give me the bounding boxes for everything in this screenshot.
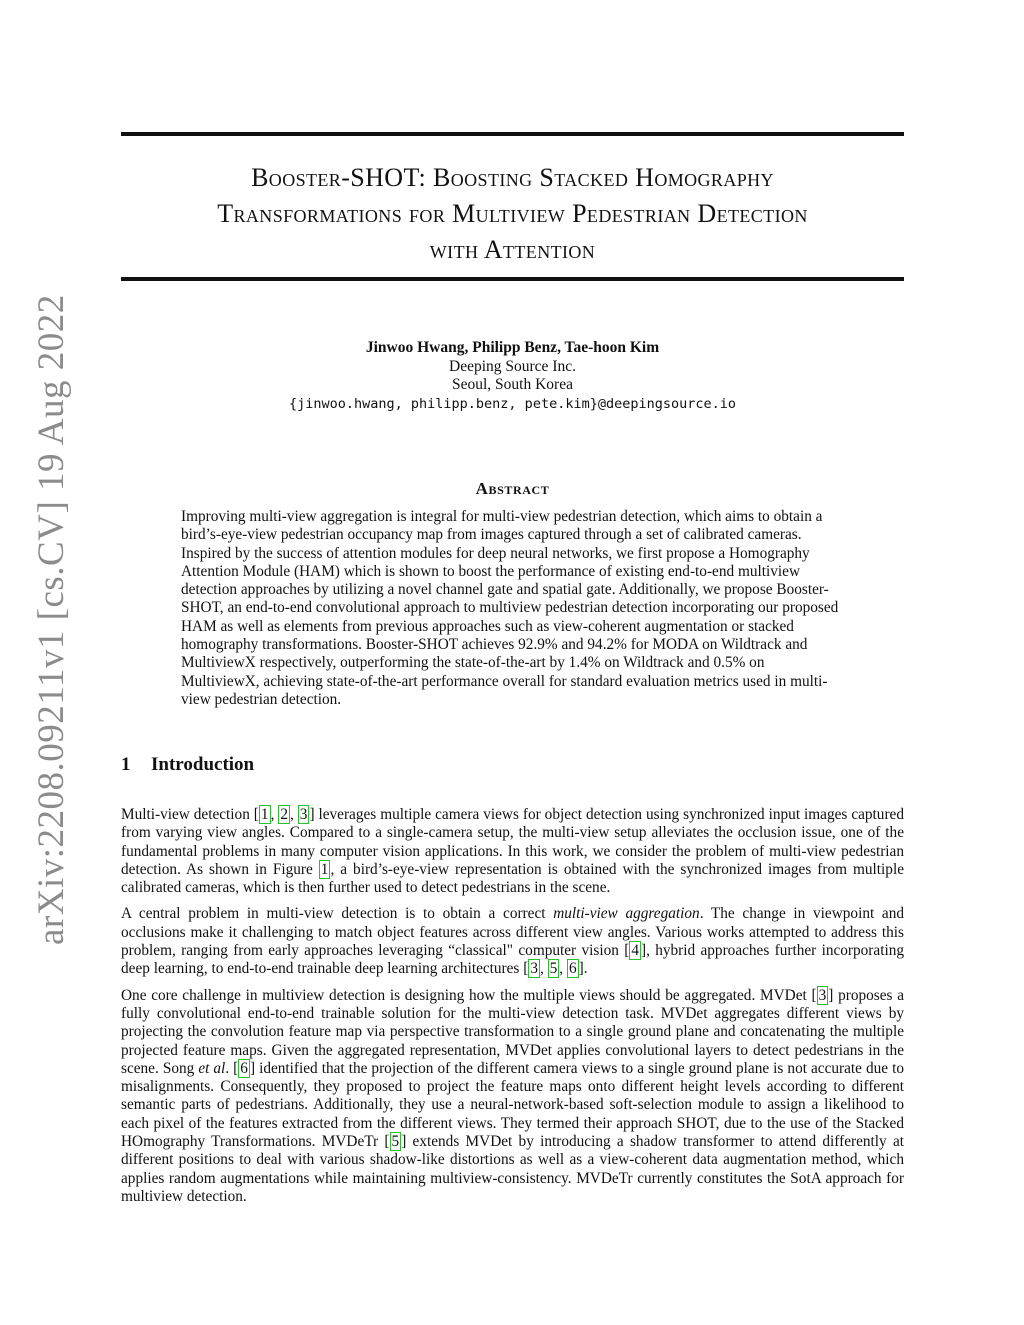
- title-bottom-rule: [121, 277, 904, 281]
- text-run: . The change in viewpoint and occlusions make it challenging to match object features across different view angles. Various works attempted to address this problem, ranging from early approaches leveraging “classical" computer vision [: [121, 905, 905, 960]
- abstract-text: Improving multi-view aggregation is integral for multi-view pedestrian detection, which aims to obtain a bird’s-eye-view pedestrian occupancy map from images captured through a set of calibrated cameras. Inspired by the success of attention modules for deep neural networks, we first propose a Homography Attention Module (HAM) which is shown to boost the performance of existing end-to-end multiview detection approaches by utilizing a novel channel gate and spatial gate. Additionally, we propose Booster-SHOT, an end-to-end convolutional approach to multiview pedestrian detection incorporating our proposed HAM as well as elements from previous approaches such as view-coherent augmentation or stacked homography transformations. Booster-SHOT achieves 92.9% and 94.2% for MODA on Wildtrack and MultiviewX respectively, outperforming the state-of-the-art by 1.4% on Wildtrack and 0.5% on MultiviewX, achieving state-of-the-art performance overall for standard evaluation metrics used in multi-view pedestrian detection.: [181, 508, 839, 708]
- abstract-heading: Abstract: [475, 479, 550, 498]
- text-run: ] identified that the projection of the different camera views to a single ground plane is not accurate due to misalignments. Consequently, they proposed to project the feature maps onto different height levels according to different semantic parts of pedestrians. Additionally, they use a neural-network-based soft-selection module to assign a likelihood to each pixel of the features extracted from the different views. They termed their approach SHOT, due to the use of the Stacked HOmography Transformations. MVDeTr [: [121, 1059, 905, 1151]
- introduction-body: [121, 806, 904, 1214]
- title-line-2: Transformations for Multiview Pedestrian Detection: [217, 199, 808, 228]
- citation-link[interactable]: 3: [530, 960, 538, 978]
- text-run: A central problem in multi-view detection is to obtain a correct: [121, 905, 554, 923]
- section-number: 1: [121, 754, 131, 775]
- citation-link[interactable]: 3: [299, 806, 308, 823]
- title-line-3: with Attention: [429, 235, 596, 264]
- emphasis: multi-view aggregation: [553, 905, 700, 923]
- intro-paragraph-3: [121, 987, 904, 1207]
- text-run: ], hybrid approaches further incorporating deep learning, to end-to-end trainable deep learning architectures [: [121, 942, 904, 978]
- author-block: [121, 339, 904, 413]
- text-run: One core challenge in multiview detection is designing how the multiple views should be aggregated. MVDet [: [121, 986, 817, 1004]
- author-names: Jinwoo Hwang, Philipp Benz, Tae-hoon Kim: [365, 339, 660, 356]
- text-run: ].: [578, 960, 588, 978]
- text-run: ] proposes a fully convolutional end-to-end trainable solution for the multi-view detection task. MVDet aggregates different views by projecting the convolution feature map via perspective transformation to a single ground plane and concatenating the multiple projected feature maps. Given the aggregated representation, MVDet applies convolutional layers to detect pedestrians in the scene. Song: [121, 986, 904, 1077]
- intro-paragraph-1: Multi-view detection [ 1 , 2 , 3 ] leverages multiple camera views for object detection using synchronized input images captured from varying view angles. Compared to a single-camera setup, the multi-view setup alleviates the occlusion issue, one of the fundamental problems in many computer vision applications. In this work, we consider the problem of multi-view pedestrian detection. As shown in Figure 1 , a bird’s-eye-view representation is obtained with the synchronized images from multiple calibrated cameras, which is then further used to detect pedestrians in the scene.: [121, 806, 904, 897]
- intro-paragraph-2: A central problem in multi-view detection is to obtain a correct multi-view aggregation. The change in viewpoint and occlusions make it challenging to match object features across different view angles. Various works attempted to address this problem, ranging from early approaches leveraging “classical" computer vision [ 4 ], hybrid approaches further incorporating deep learning, to end-to-end trainable deep learning architectures [ 3 , 5 , 6 ].: [121, 905, 905, 978]
- title-top-rule: [121, 132, 904, 136]
- title-line-1: Booster-SHOT: Boosting Stacked Homography: [251, 163, 774, 192]
- location: Seoul, South Korea: [452, 376, 573, 393]
- citation-link[interactable]: 6: [240, 1059, 248, 1077]
- affiliation: Deeping Source Inc.: [449, 357, 576, 375]
- text-run: . [: [225, 1059, 239, 1077]
- arxiv-identifier: arXiv:2208.09211v1 [cs.CV] 19 Aug 2022: [31, 294, 72, 945]
- paper-title: [121, 160, 904, 268]
- citation-link[interactable]: 3: [818, 986, 827, 1004]
- citation-link[interactable]: 5: [391, 1133, 400, 1151]
- citation-link[interactable]: 1: [260, 806, 269, 823]
- author-emails: {jinwoo.hwang, philipp.benz, pete.kim}@deepingsource.io: [288, 395, 737, 412]
- citation-link[interactable]: 6: [568, 960, 577, 978]
- citation-link[interactable]: 5: [549, 960, 558, 978]
- text-run: ] extends MVDet by introducing a shadow transformer to attend differently at different positions to deal with various shadow-like distortions as well as a view-coherent data augmentation method, which applies random augmentations while maintaining multiview-consistency. MVDeTr currently constitutes the SotA approach for multiview detection.: [121, 1133, 904, 1205]
- emphasis: et al: [198, 1059, 226, 1077]
- figure-link[interactable]: 1: [320, 860, 329, 878]
- section-title: Introduction: [151, 754, 255, 775]
- text-run: ] leverages multiple camera views for object detection using synchronized input images captured from varying view angles. Compared to a single-camera setup, the multi-view setup alleviates the occlusion issue, one of the fundamental problems in many computer vision applications. In this work, we consider the problem of multi-view pedestrian detection. As shown in Figure: [121, 806, 904, 878]
- text-run: , a bird’s-eye-view representation is obtained with the synchronized images from multiple calibrated cameras, which is then further used to detect pedestrians in the scene.: [121, 860, 904, 897]
- citation-link[interactable]: 4: [631, 942, 639, 960]
- text-run: Multi-view detection [: [121, 806, 259, 823]
- citation-link[interactable]: 2: [280, 806, 288, 823]
- section-heading-introduction: [121, 754, 254, 776]
